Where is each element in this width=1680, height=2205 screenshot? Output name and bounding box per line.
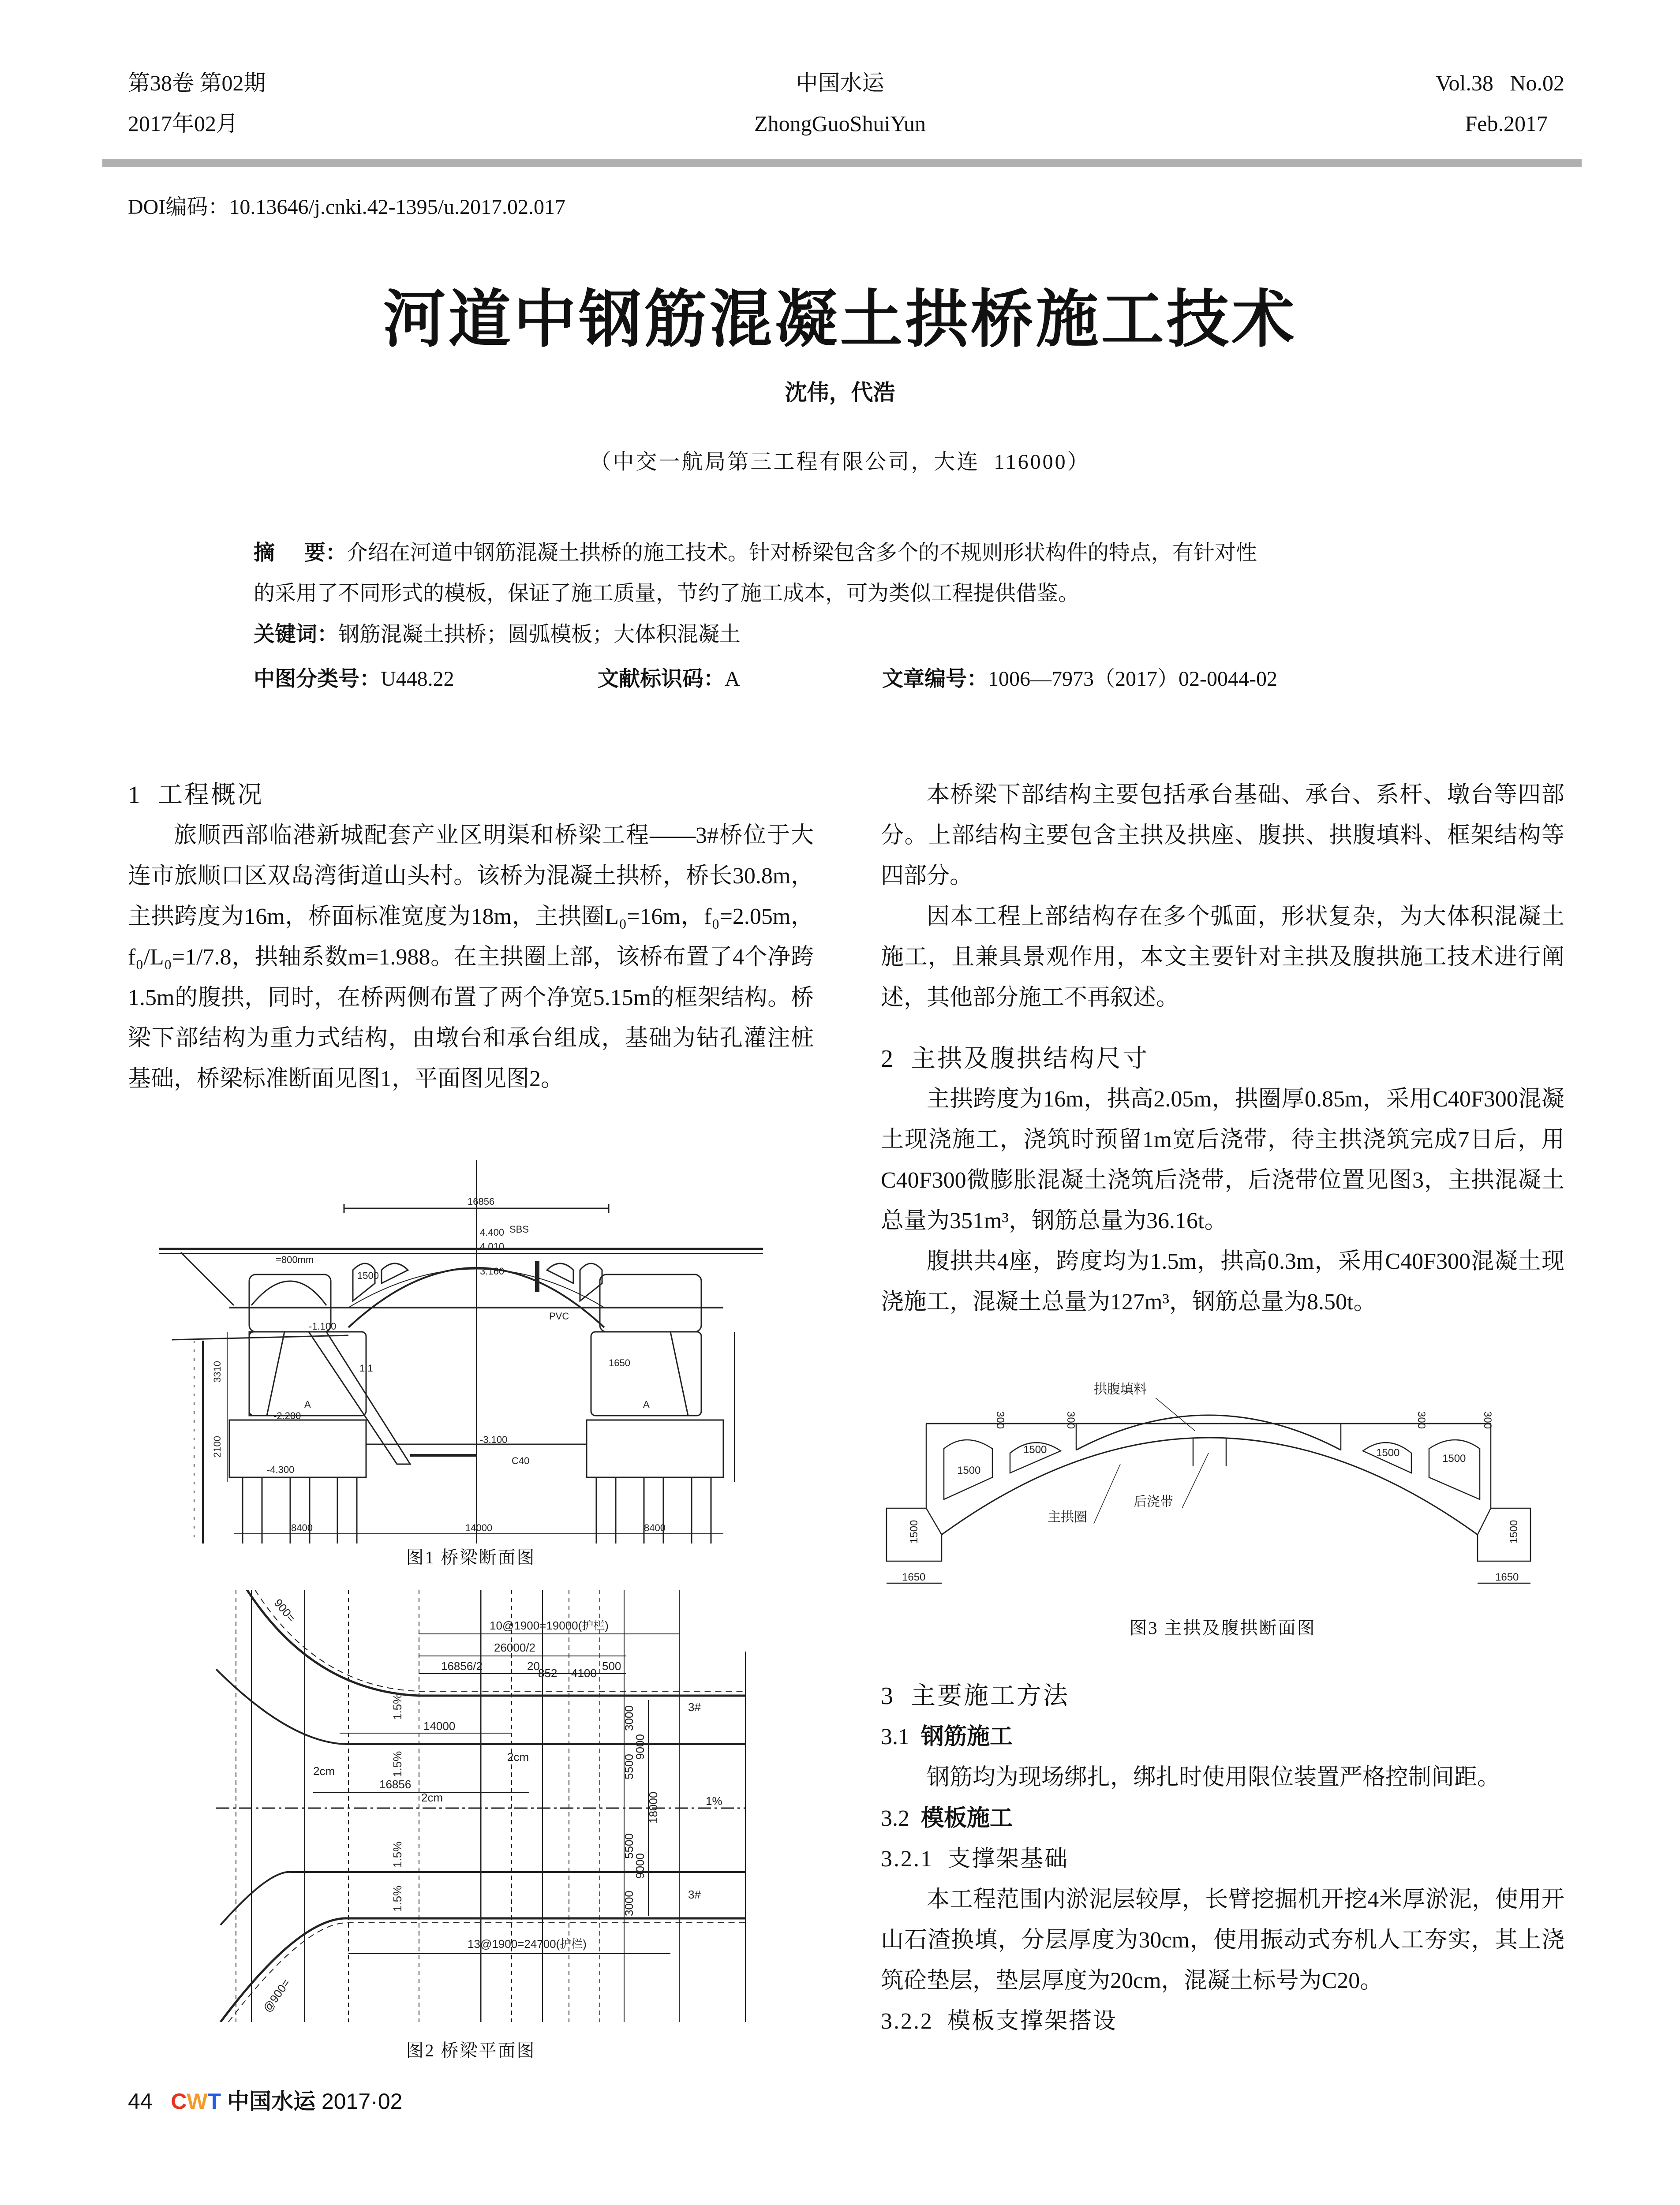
fig2-label-slope-2: 1.5% <box>391 1751 404 1777</box>
abstract-line-1: 介绍在河道中钢筋混凝土拱桥的施工技术。针对桥梁包含多个的不规则形状构件的特点，有针对性 <box>346 541 1257 564</box>
figure-2-bridge-plan <box>203 1590 754 2022</box>
fig3-label-1650-right: 1650 <box>1495 1571 1519 1583</box>
paragraph-support-foundation: 本工程范围内淤泥层较厚，长臂挖掘机开挖4米厚淤泥，使用开山石渣换填，分层厚度为30cm，使用振动式夯机人工夯实，其上浇筑砼垫层，垫层厚度为20cm，混凝土标号为C20。 <box>881 1887 1564 1993</box>
doc-code-value: A <box>725 667 740 691</box>
doc-code-label: 文献标识码： <box>598 666 725 691</box>
fig3-label-300-d: 300 <box>1482 1411 1493 1429</box>
brand-letter-c: C <box>171 2089 187 2114</box>
fig2-label-dim-a: 16856/2 <box>441 1659 483 1673</box>
page-number: 44 <box>128 2089 153 2114</box>
fig1-label-slope: 1:1 <box>359 1363 373 1374</box>
abstract-line-2: 的采用了不同形式的模板，保证了施工质量，节约了施工成本，可为类似工程提供借鉴。 <box>254 582 1080 605</box>
fig1-label-footing-a: A <box>304 1399 311 1410</box>
fig1-label-elev-2: 4.010 <box>480 1241 505 1252</box>
subsection-3-2-2-heading: 3.2.2 模板支撑架搭设 <box>881 2009 1118 2034</box>
fig3-label-fill: 拱腹填料 <box>1094 1382 1147 1397</box>
figure-1-bridge-section <box>150 1155 838 1544</box>
fig3-label-abut-left: 1500 <box>908 1520 920 1544</box>
fig1-label-1500: 1500 <box>357 1270 379 1281</box>
fig1-label-elev-top: 4.400 <box>480 1227 505 1238</box>
paragraph-substructure: 本桥梁下部结构主要包括承台基础、承台、系杆、墩台等四部分。上部结构主要包含主拱及拱座、腹拱、拱腹填料、框架结构等四部分。 <box>881 782 1564 889</box>
article-no-label: 文章编号： <box>882 666 988 691</box>
figure-1-drawing <box>150 1155 838 1544</box>
fig2-label-top-rail: 10@1900=19000(护栏) <box>490 1619 609 1632</box>
brand-letter-t: T <box>207 2089 221 2114</box>
fig2-label-dim-c: 852 <box>538 1667 558 1680</box>
fig1-label-elev-base: -2.200 <box>273 1410 301 1421</box>
affiliation: （中交一航局第三工程有限公司，大连 116000） <box>590 450 1090 474</box>
fig2-label-3000-top: 3000 <box>622 1705 636 1731</box>
fig3-label-1500-c: 1500 <box>1376 1447 1400 1459</box>
clc-label: 中图分类号： <box>254 666 381 691</box>
fig1-label-elev-3: 3.160 <box>480 1266 505 1277</box>
fig2-label-9000-bottom: 9000 <box>633 1853 647 1879</box>
figure-2-drawing <box>203 1590 754 2022</box>
abstract <box>254 532 1444 655</box>
figure-3-drawing <box>873 1372 1570 1601</box>
fig2-label-slope-1: 1.5% <box>391 1693 404 1720</box>
fig2-label-center-span: 16856 <box>379 1778 412 1791</box>
fig2-label-seam-2: 2cm <box>507 1750 529 1764</box>
section-2-heading: 2 主拱及腹拱结构尺寸 <box>881 1045 1149 1073</box>
fig3-label-1500-d: 1500 <box>1442 1453 1466 1465</box>
fig1-label-8400-left: 8400 <box>291 1522 313 1533</box>
header-rule <box>102 159 1582 167</box>
fig2-label-dim-e: 500 <box>602 1659 621 1673</box>
right-column-bottom <box>881 1676 1564 2042</box>
authors: 沈伟，代浩 <box>785 380 895 405</box>
fig2-label-3000-bottom: 3000 <box>622 1891 636 1916</box>
paragraph-scope: 因本工程上部结构存在多个弧面，形状复杂，为大体积混凝土施工，且兼具景观作用，本文主要针对主拱及腹拱施工技术进行阐述，其他部分施工不再叙述。 <box>881 904 1564 1010</box>
fig2-label-slope-3: 1.5% <box>391 1841 404 1868</box>
fig1-label-elev-pile: -4.300 <box>267 1464 295 1475</box>
fig3-label-300-c: 300 <box>1415 1411 1427 1429</box>
figure-3-arch-section <box>873 1372 1570 1601</box>
subsection-3-1-heading <box>881 1716 1564 1757</box>
fig2-label-dim-d: 4100 <box>571 1667 597 1680</box>
fig1-label-3310: 3310 <box>212 1361 223 1383</box>
fig3-abutment-right <box>1478 1508 1530 1561</box>
fig1-label-8400-right: 8400 <box>644 1522 666 1533</box>
fig3-label-300-a: 300 <box>994 1411 1006 1429</box>
fig3-label-main-arch: 主拱圈 <box>1048 1510 1087 1525</box>
subsection-3-2-number: 3.2 <box>881 1806 909 1831</box>
fig3-label-1500-b: 1500 <box>1023 1444 1047 1456</box>
paragraph-spandrel-arch: 腹拱共4座，跨度均为1.5m，拱高0.3m，采用C40F300混凝土现浇施工，混凝土总量为127m³，钢筋总量为8.50t。 <box>881 1249 1564 1315</box>
header-volume-issue-cn: 第38卷 第02期 <box>128 71 266 95</box>
fig2-label-5500-bottom: 5500 <box>622 1833 636 1859</box>
figure-2-caption: 图2 桥梁平面图 <box>406 2041 536 2060</box>
keywords: 钢筋混凝土拱桥；圆弧模板；大体积混凝土 <box>338 623 741 646</box>
fig2-label-bridge-b: 3# <box>688 1888 701 1901</box>
fig2-label-5500-top: 5500 <box>622 1754 636 1779</box>
fig1-label-c40: C40 <box>512 1455 530 1466</box>
fig2-label-bridge-a: 3# <box>688 1700 701 1714</box>
fig3-label-post-pour: 后浇带 <box>1134 1494 1173 1510</box>
fig2-bottom-rail <box>221 1918 745 2022</box>
fig2-label-seam-3: 2cm <box>421 1791 443 1804</box>
fig2-label-18000: 18000 <box>647 1791 660 1824</box>
subsection-3-2-1-heading: 3.2.1 支撑架基础 <box>881 1846 1069 1872</box>
footer-journal-name: 中国水运 <box>227 2088 316 2114</box>
paragraph-rebar: 钢筋均为现场绑扎，绑扎时使用限位装置严格控制间距。 <box>927 1765 1500 1790</box>
fig3-label-abut-right: 1500 <box>1508 1520 1520 1544</box>
brand-letter-w: W <box>187 2089 208 2114</box>
header-volume-issue-en: Vol.38 No.02 <box>1435 71 1564 95</box>
doi: DOI编码：10.13646/j.cnki.42-1395/u.2017.02.017 <box>128 195 565 219</box>
subsection-3-2-title: 模板施工 <box>921 1805 1013 1831</box>
fig2-label-seam-1: 2cm <box>313 1764 335 1778</box>
fig3-label-1650-left: 1650 <box>902 1571 926 1583</box>
fig2-label-curve-top: 900= <box>271 1596 299 1625</box>
fig1-label-footing-a2: A <box>643 1399 650 1410</box>
section-1-paragraph: 旅顺西部临港新城配套产业区明渠和桥梁工程——3#桥位于大连市旅顺口区双岛湾街道山头村。该桥为混凝土拱桥，桥长30.8m，主拱跨度为16m，桥面标准宽度为18m，主拱圈L₀=16m，f₀=2.05m，f₀/L₀=1/7.8，拱轴系数m=1.988。在主拱圈上部，该桥布置了4个净跨1.5m的腹拱，同时，在桥两侧布置了两个净宽5.15m的框架结构。桥梁下部结构为重力式结构，由墩台和承台组成，基础为钻孔灌注桩基础，桥梁标准断面见图1，平面图见图2。 <box>128 823 814 1091</box>
left-column <box>128 775 814 1099</box>
article-no-value: 1006—7973（2017）02-0044-02 <box>988 667 1277 691</box>
paragraph-main-arch: 主拱跨度为16m，拱高2.05m，拱圈厚0.85m，采用C40F300混凝土现浇施工，浇筑时预留1m宽后浇带，待主拱浇筑完成7日后，用C40F300微膨胀混凝土浇筑后浇带，后浇带位置见图3，主拱混凝土总量为351m³，钢筋总量为36.16t。 <box>881 1087 1564 1233</box>
header-date-en: Feb.2017 <box>1465 111 1548 136</box>
fig2-label-dim-b: 20 <box>527 1659 540 1673</box>
fig1-label-spacing: =800mm <box>276 1254 314 1265</box>
paper-title: 河道中钢筋混凝土拱桥施工技术 <box>383 283 1297 356</box>
fig3-spandrel-arch-4 <box>1429 1440 1480 1499</box>
figure-1-caption: 图1 桥梁断面图 <box>406 1547 536 1567</box>
fig1-label-2100: 2100 <box>212 1436 223 1458</box>
fig3-main-arch-extrados <box>1076 1415 1341 1450</box>
subsection-3-2-heading <box>881 1798 1564 1839</box>
fig1-label-1650: 1650 <box>609 1357 630 1368</box>
section-1-heading: 1 工程概况 <box>128 781 264 809</box>
abstract-label: 摘 要： <box>254 540 347 565</box>
header-journal-pinyin: ZhongGuoShuiYun <box>754 111 926 136</box>
fig2-label-9000-top: 9000 <box>633 1734 647 1760</box>
fig2-label-slope-4: 1.5% <box>391 1885 404 1912</box>
clc-value: U448.22 <box>381 667 454 691</box>
footer-issue: 2017·02 <box>321 2089 403 2114</box>
fig2-label-half-width: 26000/2 <box>494 1641 535 1654</box>
page-footer <box>128 2084 402 2115</box>
right-column-top <box>881 775 1564 1323</box>
keywords-label: 关键词： <box>254 622 339 647</box>
subsection-3-1-title: 钢筋施工 <box>921 1723 1013 1750</box>
figure-3-caption: 图3 主拱及腹拱断面图 <box>1129 1618 1316 1638</box>
fig1-label-elev-bottom: -3.100 <box>480 1434 508 1445</box>
subsection-3-1-number: 3.1 <box>881 1724 909 1749</box>
fig2-label-bottom-rail: 13@1900=24700(护栏) <box>468 1937 587 1951</box>
header-date-cn: 2017年02月 <box>128 111 238 136</box>
fig2-label-long-slope: 1% <box>706 1794 722 1808</box>
header-journal-cn: 中国水运 <box>796 71 884 95</box>
fig1-label-elev-cap: -1.100 <box>309 1321 337 1332</box>
fig1-label-pvc: PVC <box>549 1311 569 1322</box>
section-3-heading: 3 主要施工方法 <box>881 1682 1070 1710</box>
fig3-label-1500-a: 1500 <box>957 1465 981 1476</box>
fig1-label-span: 16856 <box>468 1196 495 1207</box>
fig1-label-14000: 14000 <box>465 1522 493 1533</box>
fig2-label-curve-bottom: @900= <box>260 1976 293 2015</box>
fig2-label-14000: 14000 <box>423 1719 456 1733</box>
fig3-label-300-b: 300 <box>1065 1411 1077 1429</box>
fig1-label-sbs: SBS <box>509 1224 529 1235</box>
